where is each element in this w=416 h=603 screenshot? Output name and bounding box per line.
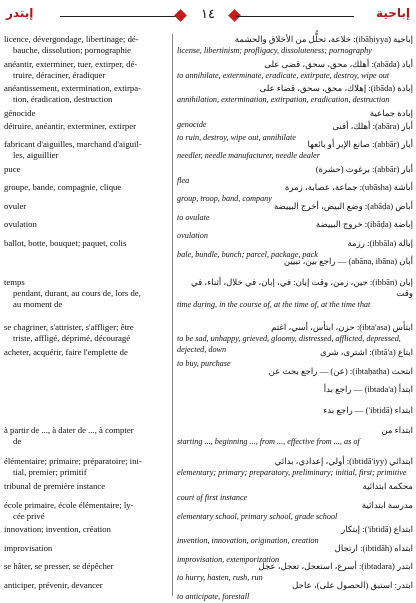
french-entry <box>4 481 105 492</box>
french-entry-line: ovulation <box>4 219 37 230</box>
french-entry <box>4 34 139 56</box>
french-entry-line: licence, dévergondage, libertinage; dé- <box>4 34 139 44</box>
arabic-headword: ابتاع (ibtā'a): اشترى، شرى <box>319 347 413 358</box>
arabic-headword: إبادة (ibāda): إهلاك، محق، سحق، قضاء على <box>259 83 413 94</box>
french-entry-line: à partir de ..., à dater de ..., à compter <box>4 425 134 436</box>
arabic-headword: ابتحث (ibtaḥatha): (عن) — راجع بحث عن <box>268 365 413 376</box>
arabic-headword: ابتداء (ibtidā') — راجع بدء <box>323 404 413 415</box>
arabic-headword: أبار (abāra): أهلك، أفنى <box>332 120 413 131</box>
french-entry <box>4 277 141 310</box>
arabic-headword: إبان (ibbān): حين، زمن، وقت إبان: في، إبان، في خلال، أثناء، في وقت <box>191 277 413 299</box>
arabic-headword: ابتداء من <box>381 425 413 436</box>
arabic-headword: أباشة (ubāsha): جماعة، عصابة، زمرة <box>284 182 413 193</box>
french-entry-line: puce <box>4 163 21 174</box>
french-entry <box>4 347 128 358</box>
english-translation: bale, bundle, bunch; parcel, package, pack <box>177 249 318 259</box>
english-translation: needler, needle manufacturer, needle dealer <box>177 151 320 161</box>
arabic-english-entry <box>175 425 413 447</box>
french-entry-line: tial, premier; primitif <box>13 467 87 478</box>
arabic-english-entry <box>175 139 413 161</box>
french-entry-line: truire, déraciner, éradiquer <box>13 69 106 80</box>
arabic-headword: إبادة جماعية <box>369 108 413 119</box>
arabic-headword: ابتأس (ibta'asa): حزن، ابتأس، أسي، اغتم <box>271 322 413 333</box>
arabic-english-entry <box>175 366 413 377</box>
page-header <box>0 6 416 30</box>
english-translation: license, libertinism; profligacy, dissoluteness; pornography <box>177 46 372 55</box>
english-translation: to be sad, unhappy, grieved, gloomy, distressed, afflicted, depressed, dejected, down <box>177 334 401 355</box>
arabic-english-entry <box>175 59 413 81</box>
french-entry-line: ovuler <box>4 200 27 211</box>
french-entry-line: anticiper, prévenir, devancer <box>4 579 103 590</box>
page-number: ١٤ <box>201 7 215 22</box>
french-entry <box>4 425 134 447</box>
french-entry <box>4 164 20 175</box>
english-translation: group, troop, band, company <box>177 194 272 204</box>
arabic-headword: ابتداع (ibtidā'): إبتكار <box>341 524 413 535</box>
french-entry <box>4 121 136 132</box>
arabic-headword: ابتداه (ibtidāh): ارتجال <box>334 542 413 553</box>
english-translation: to buy, purchase <box>177 359 231 369</box>
header-left-word: إبتدر <box>6 6 34 20</box>
french-entry-line: tribunal de première instance <box>4 481 106 492</box>
arabic-english-entry <box>175 34 413 56</box>
french-entry <box>4 580 103 591</box>
french-entry <box>4 238 126 249</box>
english-translation: starting ..., beginning ..., from ..., effective from ..., as of <box>177 437 360 447</box>
english-translation: flea <box>177 175 190 185</box>
english-translation: to anticipate, forestall <box>177 591 250 601</box>
english-translation: to hurry, hasten, rush, run <box>177 573 263 583</box>
arabic-headword: إباضة (ibāḍa): خروج البييضة <box>315 219 413 230</box>
arabic-headword: أبان (abāna, ibāna) — راجع بين، تبيين <box>283 256 413 267</box>
french-entry-line: de <box>13 436 22 447</box>
french-entry <box>4 456 142 478</box>
english-translation: annihilation, extermination, extirpation, eradication, destruction <box>177 95 390 105</box>
arabic-english-entry <box>175 256 413 267</box>
english-translation: to ovulate <box>177 212 210 222</box>
arabic-headword: أبار (abbār): صانع الإبر أو بائعها <box>307 139 413 150</box>
french-entry <box>4 561 114 572</box>
english-translation: elementary school, primary school, grade school <box>177 511 338 521</box>
arabic-headword: ابتدائي (ibtidā'iyy): أولي، إعدادي، بدائي <box>274 456 413 467</box>
arabic-english-entry <box>175 384 413 395</box>
arabic-english-entry <box>175 277 413 310</box>
english-translation: invention, innovation, origination, creation <box>177 536 319 546</box>
french-entry <box>4 322 134 344</box>
french-entry-line: se hâter, se presser, se dépêcher <box>4 561 114 572</box>
arabic-english-entry <box>175 500 413 522</box>
arabic-headword: ابتدر (ibtadara): أسرع، استعجل، تعجل، عجل <box>258 561 413 572</box>
arabic-english-entry <box>175 83 413 105</box>
arabic-headword: أبار (abbār): برغوث (حشرة) <box>315 163 413 174</box>
french-entry-line: école primaire, école élémentaire; ly- <box>4 499 134 510</box>
french-entry-line: au moment de <box>13 299 63 310</box>
french-entry-line: génocide <box>4 108 36 119</box>
header-rule-right <box>236 16 354 17</box>
french-entry-line: élémentaire; primaire; préparatoire; ini- <box>4 456 142 467</box>
arabic-english-entry <box>175 580 413 602</box>
header-right-word: إباحية <box>376 6 410 20</box>
arabic-headword: أباض (abāḍa): وضع البيض، أخرج البييضة <box>273 200 413 211</box>
english-translation: genocide <box>177 120 207 130</box>
french-entry-line: les, aiguillier <box>13 150 59 161</box>
french-entry <box>4 219 37 230</box>
french-entry-line: cée privé <box>13 510 45 521</box>
french-entry-line: temps <box>4 277 25 288</box>
arabic-english-entry <box>175 405 413 416</box>
english-translation: ovulation <box>177 231 208 241</box>
english-translation: to ruin, destroy, wipe out, annihilate <box>177 132 296 142</box>
french-entry-line: pendant, durant, au cours de, lors de, <box>13 288 141 299</box>
arabic-headword: ابتدأ (ibtada'a) — راجع بدأ <box>323 384 413 395</box>
french-entry-line: groupe, bande, compagnie, clique <box>4 182 122 193</box>
french-entry-line: détruire, anéantir, exterminer, extirper <box>4 120 136 131</box>
english-translation: elementary; primary; preparatory, preliminary; initial, first; primitive <box>177 468 407 478</box>
english-translation: improvisation, extemporization <box>177 554 280 564</box>
english-translation: time during, in the course of, at the time of, at the time that <box>177 300 371 310</box>
arabic-headword: مدرسة ابتدائية <box>361 499 413 510</box>
french-entry <box>4 543 52 554</box>
french-entry <box>4 500 134 522</box>
french-entry-line: ballot, botte, bouquet; paquet, colis <box>4 237 127 248</box>
arabic-headword: إبالة (ibbāla): رزمة <box>347 237 413 248</box>
arabic-headword: أباد (abāda): أهلك، محق، سحق، قضى على <box>264 58 413 69</box>
french-entry-line: tion, éradication, destruction <box>13 94 113 105</box>
french-entry <box>4 139 142 161</box>
arabic-headword: محكمة ابتدائية <box>362 481 413 492</box>
french-entry-line: acheter, acquérir, faire l'emplette de <box>4 347 128 358</box>
french-entry <box>4 108 35 119</box>
french-entry-line: bauche, dissolution; pornographie <box>13 45 131 55</box>
french-entry-line: improvisation <box>4 542 53 553</box>
french-entry-line: anéantissement, extermination, extirpa- <box>4 83 142 94</box>
french-entry-line: se chagriner, s'attrister, s'affliger; être <box>4 322 134 333</box>
french-entry-line: innovation; invention, création <box>4 524 111 535</box>
english-translation: to annihilate, exterminate, eradicate, extirpate, destroy, wipe out <box>177 70 390 80</box>
french-entry-line: anéantir, exterminer, tuer, extirper, dé- <box>4 58 138 69</box>
french-entry <box>4 182 121 193</box>
english-translation: court of first instance <box>177 493 248 503</box>
french-entry-line: triste, affligé, déprimé, découragé <box>13 333 131 344</box>
arabic-headword: ابتدر: استبق (الحصول على)، عاجل <box>292 579 413 590</box>
french-entry <box>4 59 137 81</box>
french-entry-line: fabricant d'aiguilles, marchand d'aiguil- <box>4 139 142 150</box>
french-entry <box>4 83 141 105</box>
arabic-headword: إباحية (ibāḥiyya): خلاعة، تحلُّل من الأخلاق والحشمة <box>234 34 413 44</box>
column-divider <box>172 34 173 596</box>
french-entry <box>4 201 26 212</box>
french-entry <box>4 524 111 535</box>
arabic-english-entry <box>175 456 413 478</box>
